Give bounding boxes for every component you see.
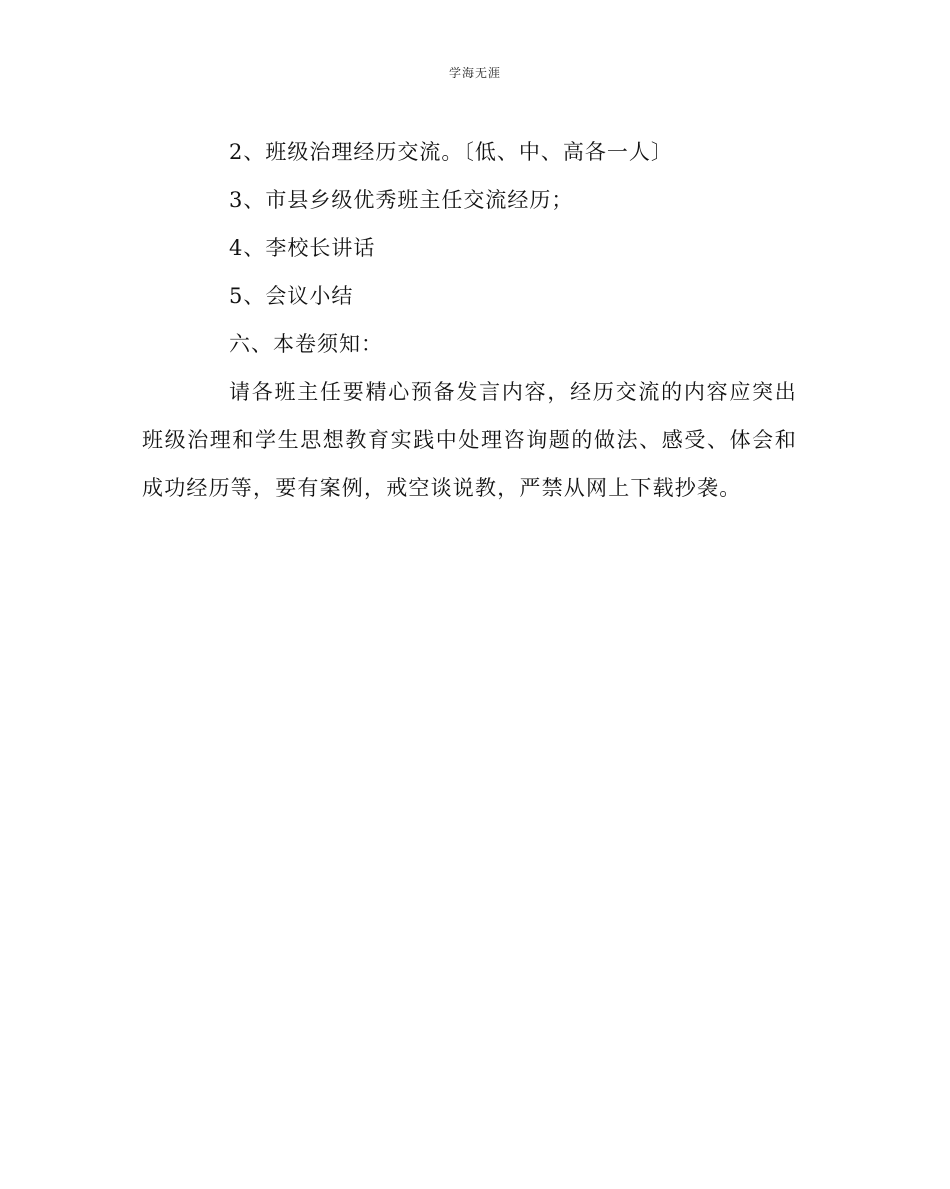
agenda-item-4: 4、李校长讲话	[229, 236, 376, 260]
page-header: 学海无涯	[448, 66, 501, 80]
agenda-item-5: 5、会议小结	[229, 284, 354, 308]
agenda-item-3: 3、市县乡级优秀班主任交流经历；	[229, 188, 574, 212]
section-heading-notes: 六、本卷须知：	[229, 332, 383, 356]
agenda-item-2: 2、班级治理经历交流。〔低、中、高各一人〕	[229, 140, 673, 164]
notes-paragraph: 请各班主任要精心预备发言内容，经历交流的内容应突出班级治理和学生思想教育实践中处理咨询题的做法、感受、体会和成功经历等，要有案例，戒空谈说教，严禁从网上下载抄袭。	[142, 380, 797, 500]
document-body	[142, 128, 797, 512]
